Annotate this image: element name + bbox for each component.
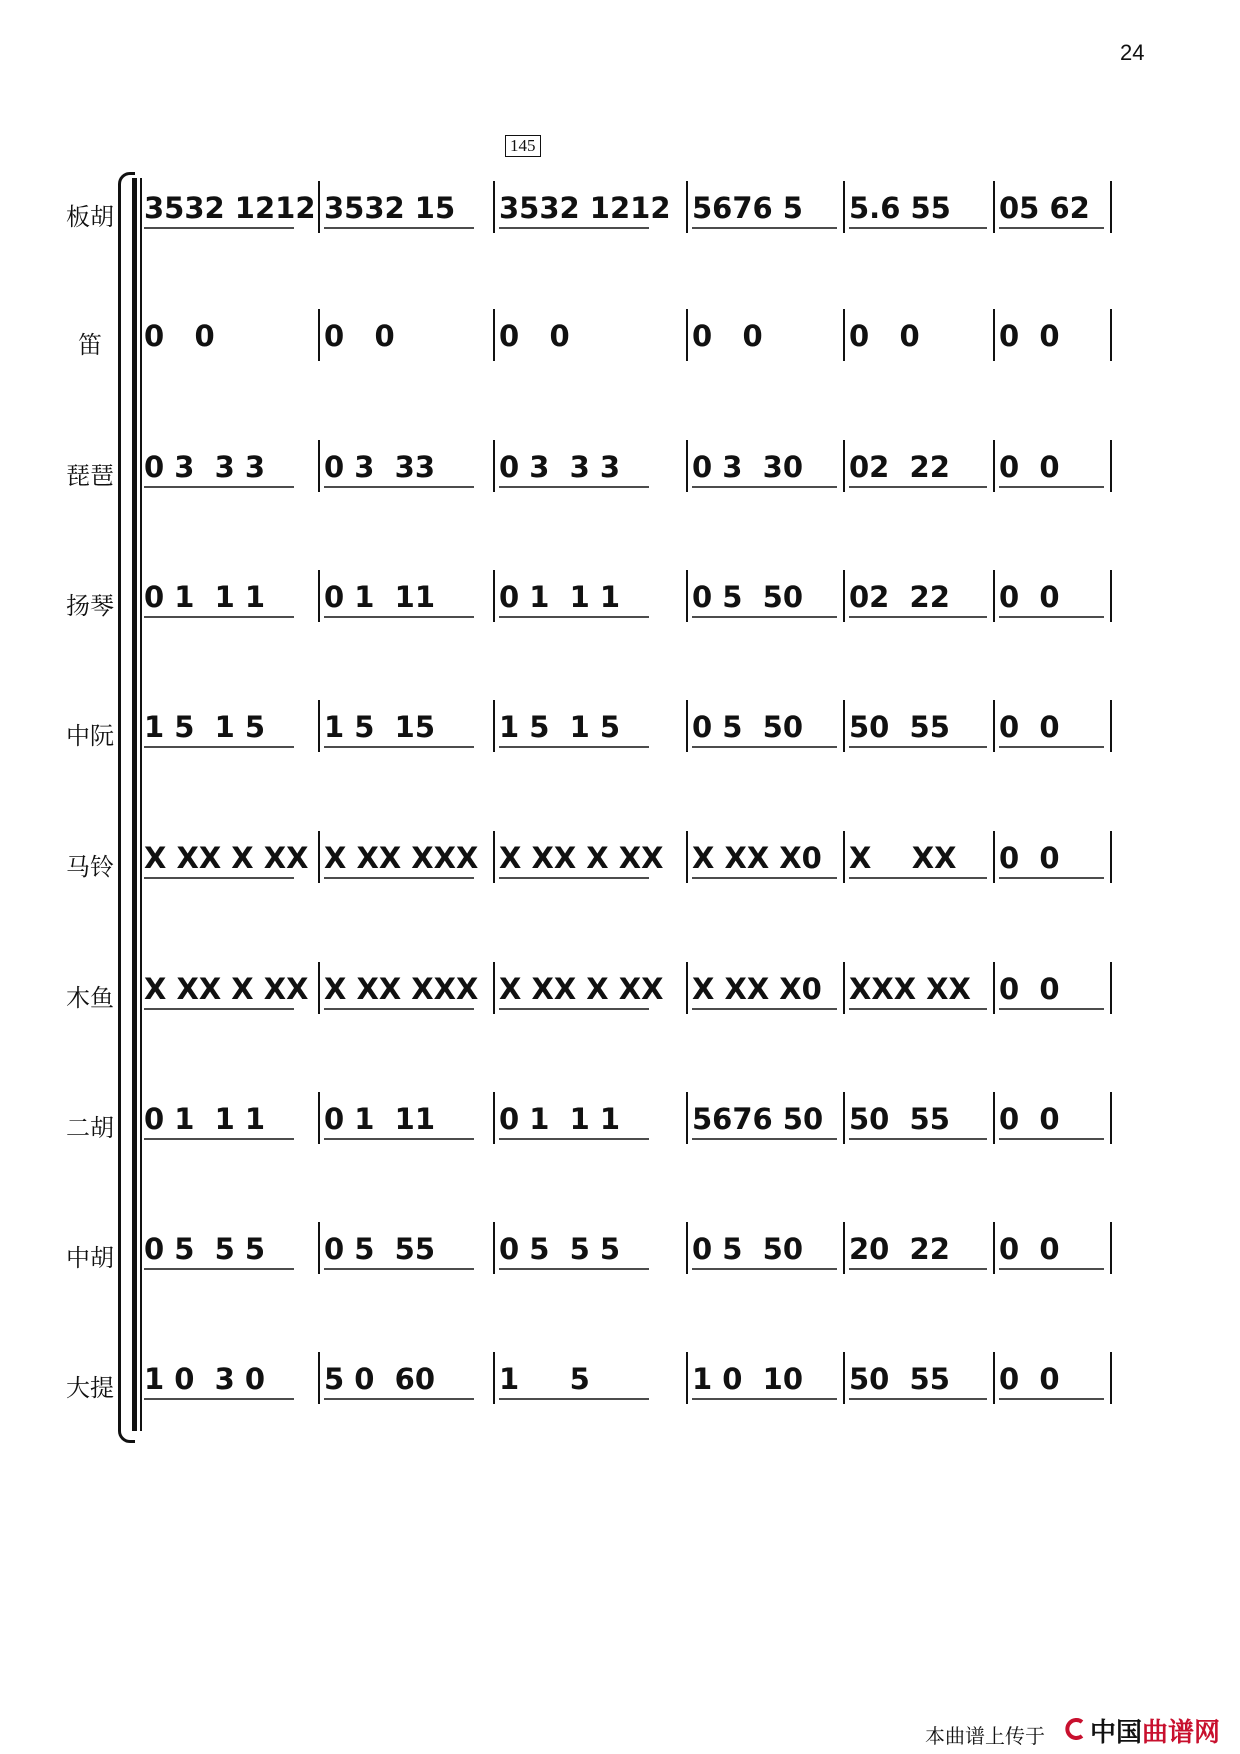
- barline: [686, 831, 688, 883]
- measure-notes: X XX XXX: [324, 972, 479, 1006]
- barline: [993, 831, 995, 883]
- barline: [843, 1222, 845, 1274]
- barline: [493, 1352, 495, 1404]
- barline: [843, 831, 845, 883]
- rhythm-underline: [324, 485, 484, 491]
- measure-notes: 3532 1212: [499, 191, 671, 225]
- rhythm-underline: [692, 745, 852, 751]
- rhythm-underline: [849, 485, 1009, 491]
- rhythm-underline: [499, 1267, 659, 1273]
- rhythm-underline: [849, 1137, 1009, 1143]
- measure-notes: 0 0: [999, 972, 1060, 1006]
- rhythm-underline: [499, 226, 659, 232]
- measure-notes: 3532 1212: [144, 191, 316, 225]
- measure-notes: 0 0: [999, 319, 1060, 353]
- instrument-label: 琵琶: [66, 462, 114, 490]
- measure-notes: 0 0: [999, 841, 1060, 875]
- barline: [318, 962, 320, 1014]
- rhythm-underline: [499, 745, 659, 751]
- measure-notes: 5676 5: [692, 191, 803, 225]
- instrument-label: 笛: [78, 331, 102, 359]
- measure-notes: 0 0: [999, 710, 1060, 744]
- barline: [493, 570, 495, 622]
- instrument-label: 扬琴: [66, 592, 114, 620]
- barline: [318, 181, 320, 233]
- rhythm-underline: [999, 1267, 1159, 1273]
- rhythm-underline: [499, 876, 659, 882]
- measure-notes: 0 5 50: [692, 1232, 804, 1266]
- barline: [1110, 570, 1112, 622]
- measure-notes: 1 5 1 5: [144, 710, 266, 744]
- barline: [318, 1092, 320, 1144]
- barline: [686, 309, 688, 361]
- instrument-label: 大提: [66, 1374, 114, 1402]
- barline: [993, 181, 995, 233]
- barline: [993, 962, 995, 1014]
- barline: [318, 1352, 320, 1404]
- rhythm-underline: [999, 1397, 1159, 1403]
- rhythm-underline: [499, 1397, 659, 1403]
- rhythm-underline: [849, 615, 1009, 621]
- measure-notes: 0 1 1 1: [144, 1102, 266, 1136]
- barline: [318, 570, 320, 622]
- rhythm-underline: [324, 1397, 484, 1403]
- instrument-label: 木鱼: [66, 984, 114, 1012]
- rhythm-underline: [849, 226, 1009, 232]
- barline: [1110, 831, 1112, 883]
- rhythm-underline: [144, 876, 304, 882]
- barline: [1110, 1222, 1112, 1274]
- barline: [993, 570, 995, 622]
- barline: [493, 831, 495, 883]
- instrument-label: 板胡: [66, 203, 114, 231]
- measure-notes: 1 5 1 5: [499, 710, 621, 744]
- logo-text-part2: 曲谱网: [1142, 1718, 1221, 1748]
- rhythm-underline: [692, 1267, 852, 1273]
- barline: [1110, 440, 1112, 492]
- barline: [686, 440, 688, 492]
- barline: [993, 700, 995, 752]
- rhythm-underline: [849, 1267, 1009, 1273]
- measure-notes: 0 1 11: [324, 580, 436, 614]
- rhythm-underline: [324, 745, 484, 751]
- rhythm-underline: [999, 876, 1159, 882]
- rhythm-underline: [692, 1007, 852, 1013]
- rhythm-underline: [324, 876, 484, 882]
- barline: [993, 309, 995, 361]
- measure-notes: 0 1 1 1: [144, 580, 266, 614]
- measure-notes: 0 0: [499, 319, 570, 353]
- measure-notes: XXX XX: [849, 972, 971, 1006]
- measure-notes: 0 1 1 1: [499, 1102, 621, 1136]
- measure-notes: 0 5 5 5: [499, 1232, 621, 1266]
- rhythm-underline: [144, 1007, 304, 1013]
- barline: [993, 1092, 995, 1144]
- rhythm-underline: [999, 1007, 1159, 1013]
- measure-notes: 0 3 3 3: [499, 450, 621, 484]
- measure-notes: 0 5 55: [324, 1232, 436, 1266]
- barline: [493, 440, 495, 492]
- measure-notes: 5.6 55: [849, 191, 951, 225]
- measure-notes: 0 0: [849, 319, 920, 353]
- measure-notes: 1 5: [499, 1362, 590, 1396]
- rhythm-underline: [999, 485, 1159, 491]
- measure-notes: 0 0: [999, 580, 1060, 614]
- rhythm-underline: [324, 1007, 484, 1013]
- barline: [843, 570, 845, 622]
- measure-notes: 0 1 1 1: [499, 580, 621, 614]
- barline: [993, 1352, 995, 1404]
- barline: [993, 440, 995, 492]
- rhythm-underline: [144, 615, 304, 621]
- rhythm-underline: [499, 615, 659, 621]
- barline: [1110, 1352, 1112, 1404]
- measure-notes: 5676 50: [692, 1102, 824, 1136]
- rhythm-underline: [144, 1267, 304, 1273]
- instrument-label: 中胡: [66, 1244, 114, 1272]
- measure-notes: 0 0: [999, 1102, 1060, 1136]
- rhythm-underline: [692, 226, 852, 232]
- rhythm-underline: [499, 1137, 659, 1143]
- measure-notes: 0 5 5 5: [144, 1232, 266, 1266]
- instrument-label: 中阮: [66, 722, 114, 750]
- rhythm-underline: [999, 226, 1159, 232]
- measure-notes: 0 0: [692, 319, 763, 353]
- measure-notes: X XX X0: [692, 841, 822, 875]
- rhythm-underline: [849, 745, 1009, 751]
- rhythm-underline: [324, 615, 484, 621]
- rhythm-underline: [849, 1397, 1009, 1403]
- barline: [493, 309, 495, 361]
- barline: [686, 1352, 688, 1404]
- measure-notes: 0 1 11: [324, 1102, 436, 1136]
- barline: [493, 962, 495, 1014]
- measure-notes: 0 3 30: [692, 450, 804, 484]
- measure-notes: 0 0: [999, 450, 1060, 484]
- measure-notes: X XX X XX: [499, 841, 664, 875]
- instrument-label: 马铃: [66, 853, 114, 881]
- barline: [493, 1222, 495, 1274]
- barline: [1110, 700, 1112, 752]
- barline: [1110, 181, 1112, 233]
- rhythm-underline: [144, 226, 304, 232]
- measure-notes: X XX X XX: [144, 841, 309, 875]
- barline: [318, 1222, 320, 1274]
- logo-text-part1: 中国: [1090, 1718, 1143, 1748]
- measure-notes: 1 5 15: [324, 710, 436, 744]
- logo-c-icon: [1065, 1718, 1087, 1740]
- barline: [493, 1092, 495, 1144]
- measure-notes: 0 5 50: [692, 710, 804, 744]
- measure-notes: 0 0: [999, 1232, 1060, 1266]
- rhythm-underline: [144, 1137, 304, 1143]
- measure-notes: 50 55: [849, 710, 950, 744]
- measure-notes: 20 22: [849, 1232, 950, 1266]
- barline: [1110, 962, 1112, 1014]
- rhythm-underline: [849, 876, 1009, 882]
- rhythm-underline: [324, 226, 484, 232]
- measure-notes: X XX X0: [692, 972, 822, 1006]
- barline: [318, 831, 320, 883]
- measure-notes: 1 0 10: [692, 1362, 804, 1396]
- footer-upload-text: 本曲谱上传于: [925, 1724, 1045, 1748]
- barline: [493, 181, 495, 233]
- barline: [843, 440, 845, 492]
- rhythm-underline: [692, 876, 852, 882]
- barline: [686, 181, 688, 233]
- footer-logo[interactable]: [1090, 1712, 1220, 1749]
- measure-notes: 02 22: [849, 580, 950, 614]
- rhythm-underline: [692, 615, 852, 621]
- barline: [318, 440, 320, 492]
- rhythm-underline: [144, 485, 304, 491]
- barline: [493, 700, 495, 752]
- barline: [686, 962, 688, 1014]
- rhythm-underline: [692, 485, 852, 491]
- measure-notes: 0 5 50: [692, 580, 804, 614]
- rhythm-underline: [324, 1137, 484, 1143]
- measure-notes: 05 62: [999, 191, 1090, 225]
- measure-notes: 02 22: [849, 450, 950, 484]
- measure-notes: 1 0 3 0: [144, 1362, 266, 1396]
- measure-notes: 5 0 60: [324, 1362, 436, 1396]
- barline: [843, 1092, 845, 1144]
- measure-notes: 50 55: [849, 1362, 950, 1396]
- measure-notes: X XX XXX: [324, 841, 479, 875]
- measure-notes: 0 0: [324, 319, 395, 353]
- page-number: 24: [1120, 40, 1145, 65]
- rhythm-underline: [692, 1137, 852, 1143]
- rehearsal-mark: 145: [505, 135, 541, 157]
- barline: [843, 181, 845, 233]
- rhythm-underline: [999, 615, 1159, 621]
- barline: [1110, 1092, 1112, 1144]
- measure-notes: 0 3 33: [324, 450, 436, 484]
- rhythm-underline: [499, 1007, 659, 1013]
- barline: [843, 962, 845, 1014]
- barline: [686, 700, 688, 752]
- barline: [1110, 309, 1112, 361]
- rhythm-underline: [324, 1267, 484, 1273]
- measure-notes: 0 0: [999, 1362, 1060, 1396]
- rhythm-underline: [692, 1397, 852, 1403]
- barline: [686, 1092, 688, 1144]
- measure-notes: 0 3 3 3: [144, 450, 266, 484]
- barline: [686, 1222, 688, 1274]
- barline: [993, 1222, 995, 1274]
- measure-notes: X XX X XX: [144, 972, 309, 1006]
- measure-notes: X XX X XX: [499, 972, 664, 1006]
- barline: [843, 700, 845, 752]
- rhythm-underline: [999, 745, 1159, 751]
- measure-notes: X XX: [849, 841, 957, 875]
- instrument-label: 二胡: [66, 1114, 114, 1142]
- rhythm-underline: [499, 485, 659, 491]
- rhythm-underline: [144, 1397, 304, 1403]
- measure-notes: 0 0: [144, 319, 215, 353]
- barline: [318, 309, 320, 361]
- barline: [843, 1352, 845, 1404]
- rhythm-underline: [144, 745, 304, 751]
- measure-notes: 3532 15: [324, 191, 456, 225]
- measure-notes: 50 55: [849, 1102, 950, 1136]
- rhythm-underline: [849, 1007, 1009, 1013]
- rhythm-underline: [999, 1137, 1159, 1143]
- barline: [318, 700, 320, 752]
- barline: [843, 309, 845, 361]
- barline: [686, 570, 688, 622]
- system-barline-thin: [140, 178, 142, 1431]
